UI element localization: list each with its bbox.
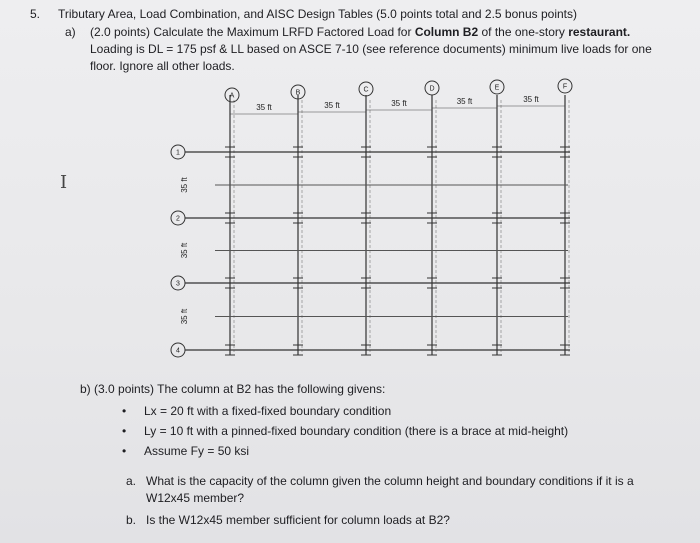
restaurant-emphasis: restaurant.	[568, 25, 631, 39]
dimension-label-y: 35 ft	[180, 177, 189, 193]
column-bubble-label: C	[363, 86, 369, 94]
sub-question-a-marker: a.	[126, 474, 137, 488]
dimension-label-x: 35 ft	[256, 103, 272, 112]
part-b-intro: b) (3.0 points) The column at B2 has the following givens:	[80, 382, 386, 396]
row-bubble-label: 4	[176, 347, 180, 355]
part-a-line-2: Loading is DL = 175 psf & LL based on ASCE 7-10 (see reference documents) minimum live loads for one	[90, 42, 652, 56]
plan-gridlines	[185, 92, 570, 355]
dimension-label-x: 35 ft	[324, 101, 340, 110]
bullet-2-symbol: •	[122, 424, 127, 438]
part-a-marker: a)	[65, 25, 76, 39]
bullet-3-symbol: •	[122, 444, 127, 458]
sub-question-b-marker: b.	[126, 513, 137, 527]
column-bubble-label: E	[494, 84, 500, 92]
sub-question-a-line-2: W12x45 member?	[146, 491, 245, 505]
sub-question-a-line-1: What is the capacity of the column given the column height and boundary conditions if it is a	[146, 474, 634, 488]
part-a-text-1: (2.0 points) Calculate the Maximum LRFD Factored Load for	[90, 25, 415, 39]
row-bubble-label: 3	[176, 280, 180, 288]
dimension-label-x: 35 ft	[391, 99, 407, 108]
bullet-3-text: Assume Fy = 50 ksi	[144, 444, 250, 458]
question-number: 5.	[30, 7, 41, 21]
bullet-2-text: Ly = 10 ft with a pinned-fixed boundary condition (there is a brace at mid-height)	[144, 424, 569, 438]
text-cursor-icon: I	[60, 172, 68, 193]
dimension-label-x: 35 ft	[456, 97, 473, 106]
row-bubble-label: 1	[176, 149, 180, 157]
column-bubble-label: B	[295, 89, 301, 97]
column-bubble-label: A	[229, 92, 235, 100]
bay-dimensions-x	[229, 92, 565, 114]
bullet-1-symbol: •	[122, 404, 127, 418]
bullet-1-text: Lx = 20 ft with a fixed-fixed boundary condition	[144, 404, 392, 418]
sub-question-b-line-1: Is the W12x45 member sufficient for column loads at B2?	[146, 513, 450, 527]
dimension-label-y: 35 ft	[180, 242, 189, 259]
row-bubble-label: 2	[176, 215, 180, 223]
column-bubble-label: F	[562, 83, 568, 91]
dimension-label-x: 35 ft	[523, 95, 539, 104]
part-a-text-2: of the one-story	[478, 25, 569, 39]
column-b2-emphasis: Column B2	[414, 25, 479, 39]
part-a-line-3: floor. Ignore all other loads.	[90, 59, 235, 73]
dimension-label-y: 35 ft	[180, 308, 189, 325]
bay-dimensions-y	[180, 176, 189, 324]
question-title: Tributary Area, Load Combination, and AISC Design Tables (5.0 points total and 2.5 bonus points)	[58, 7, 577, 21]
column-bubble-label: D	[429, 85, 435, 93]
